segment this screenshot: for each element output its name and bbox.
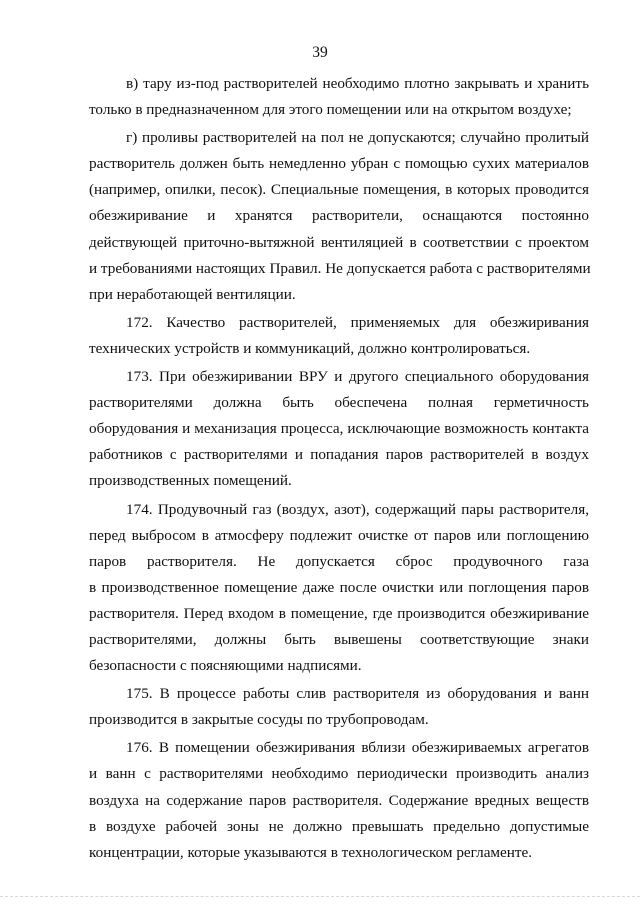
text-line: при неработающей вентиляции. xyxy=(89,285,296,303)
text-line: в воздухе рабочей зоны не должно превышать предельно допустимые xyxy=(89,817,589,835)
text-line: оборудования и механизация процесса, исключающие возможность контакта xyxy=(89,420,589,438)
scan-edge-divider xyxy=(0,896,640,897)
text-line: 174. Продувочный газ (воздух, азот), содержащий пары растворителя, xyxy=(126,500,589,518)
text-line: и ванн с растворителями необходимо периодически производить анализ xyxy=(89,765,589,783)
text-line: 173. При обезжиривании ВРУ и другого специального оборудования xyxy=(126,368,589,386)
text-line: и требованиями настоящих Правил. Не допускается работа с растворителями xyxy=(89,259,591,277)
paragraph-g xyxy=(89,125,589,308)
text-line: концентрации, которые указываются в технологическом регламенте. xyxy=(89,843,533,861)
text-line: производственных помещений. xyxy=(89,472,292,490)
paragraph-172 xyxy=(89,310,589,362)
text-line: воздуха на содержание паров растворителя. Содержание вредных веществ xyxy=(89,791,589,809)
paragraph-175 xyxy=(89,681,589,733)
text-line: растворителями, должны быть вывешены соответствующие знаки xyxy=(89,630,589,648)
paragraph-176 xyxy=(89,735,589,865)
text-line: технических устройств и коммуникаций, должно контролироваться. xyxy=(89,339,531,357)
text-line: растворитель должен быть немедленно убран с помощью сухих материалов xyxy=(89,155,589,173)
text-line: перед выбросом в атмосферу подлежит очистке от паров или поглощению xyxy=(89,526,589,544)
text-line: только в предназначенном для этого помещении или на открытом воздухе; xyxy=(89,101,572,119)
paragraph-174 xyxy=(89,497,589,680)
text-line: в производственное помещение даже после очистки или поглощения паров xyxy=(89,578,589,596)
text-line: безопасности с поясняющими надписями. xyxy=(89,657,362,675)
text-line: 176. В помещении обезжиривания вблизи обезжириваемых агрегатов xyxy=(126,739,589,757)
text-line: растворителя. Перед входом в помещение, где производится обезжиривание xyxy=(89,604,589,622)
text-line: (например, опилки, песок). Специальные помещения, в которых проводится xyxy=(89,181,589,199)
paragraph-v xyxy=(89,71,589,123)
paragraph-173 xyxy=(89,364,589,494)
document-body xyxy=(89,71,589,866)
text-line: паров растворителя. Не допускается сброс продувочного газа xyxy=(89,552,589,570)
text-line: производится в закрытые сосуды по трубопроводам. xyxy=(89,711,429,729)
page-number: 39 xyxy=(312,44,328,61)
text-line: обезжиривание и хранятся растворители, оснащаются постоянно xyxy=(89,207,589,225)
text-line: действующей приточно-вытяжной вентиляцией в соответствии с проектом xyxy=(89,233,589,251)
text-line: г) проливы растворителей на пол не допускаются; случайно пролитый xyxy=(126,129,589,147)
text-line: 175. В процессе работы слив растворителя из оборудования и ванн xyxy=(126,685,589,703)
text-line: работников с растворителями и попадания паров растворителей в воздух xyxy=(89,446,589,464)
text-line: 172. Качество растворителей, применяемых для обезжиривания xyxy=(126,313,589,331)
text-line: в) тару из-под растворителей необходимо плотно закрывать и хранить xyxy=(126,75,589,92)
text-line: растворителями должна быть обеспечена полная герметичность xyxy=(89,394,589,412)
